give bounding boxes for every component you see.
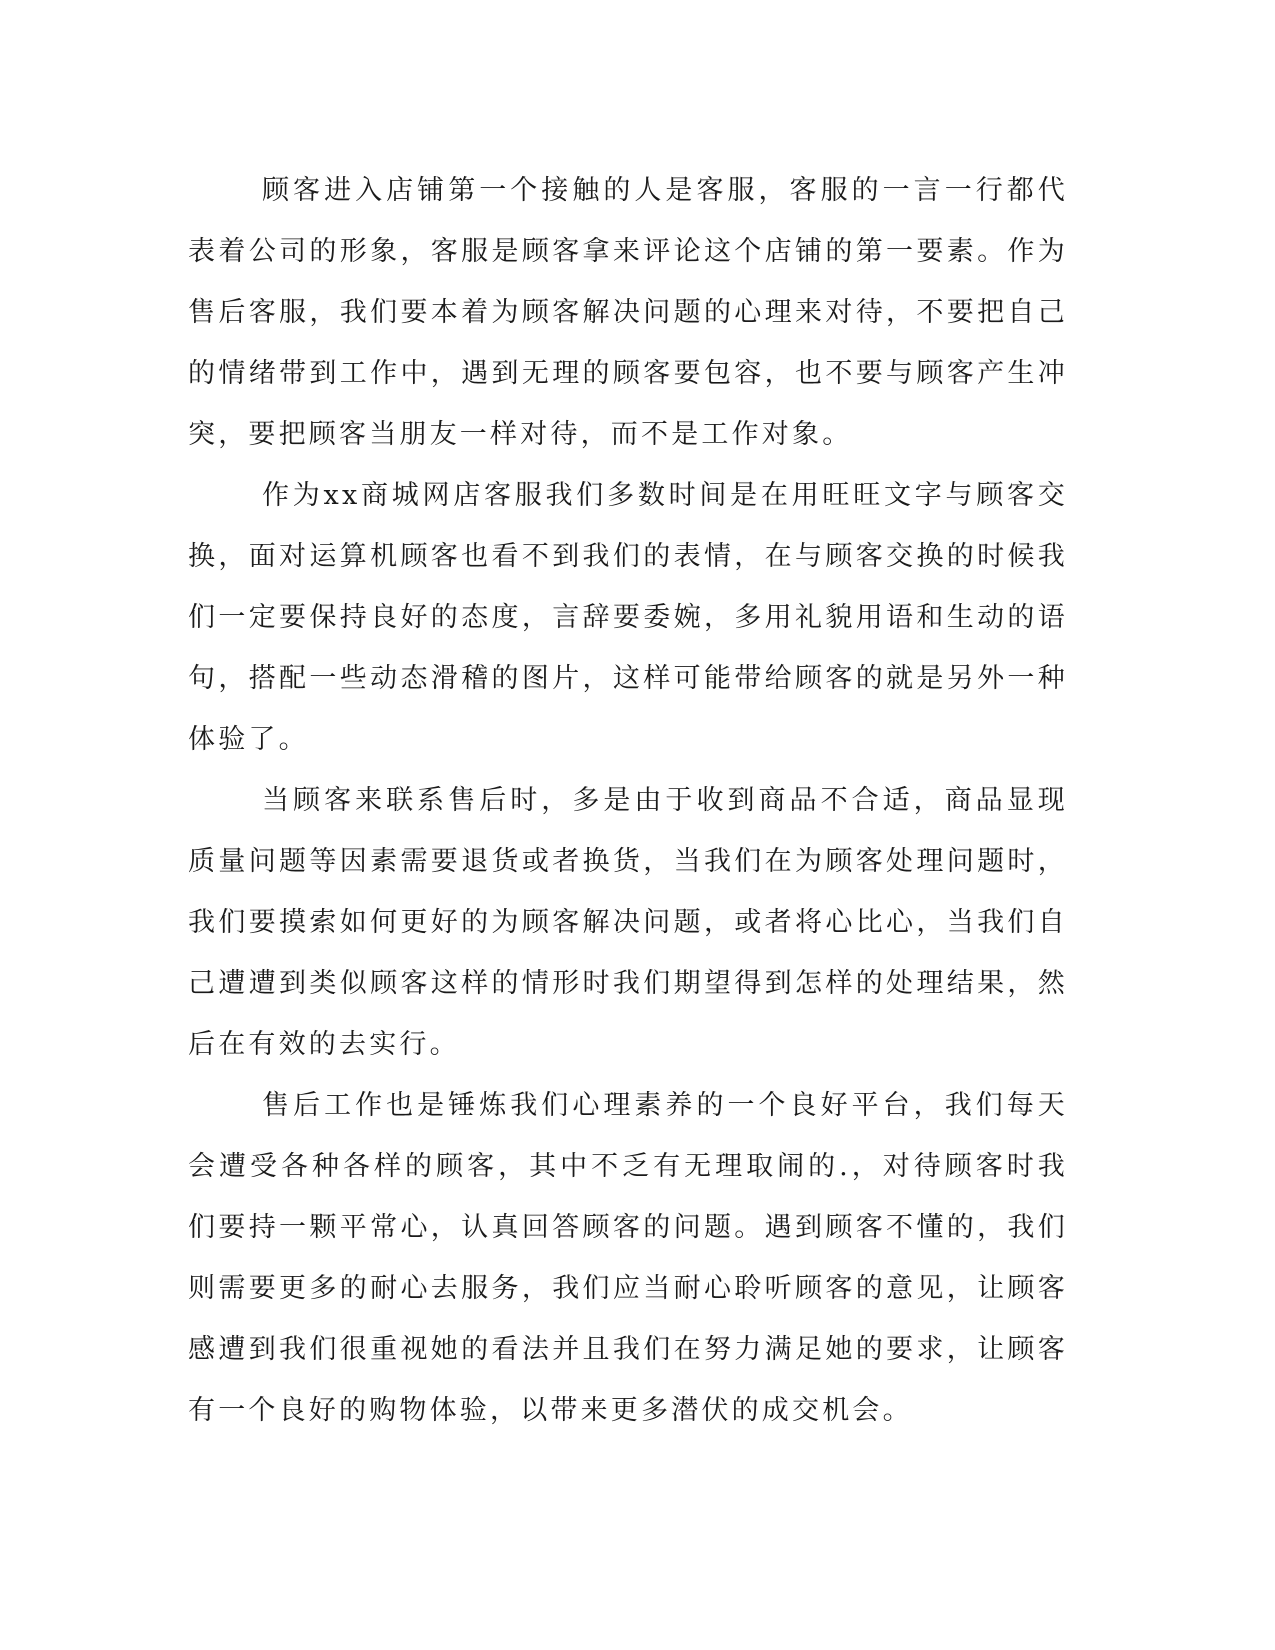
paragraph-1: 顾客进入店铺第一个接触的人是客服，客服的一言一行都代表着公司的形象，客服是顾客拿来评论这个店铺的第一要素。作为售后客服，我们要本着为顾客解决问题的心理来对待，不要把自己的情绪带到工作中，遇到无理的顾客要包容，也不要与顾客产生冲突，要把顾客当朋友一样对待，而不是工作对象。 <box>188 175 1068 450</box>
paragraph-3: 当顾客来联系售后时，多是由于收到商品不合适，商品显现质量问题等因素需要退货或者换货，当我们在为顾客处理问题时，我们要摸索如何更好的为顾客解决问题，或者将心比心，当我们自己遭遭到类似顾客这样的情形时我们期望得到怎样的处理结果，然后在有效的去实行。 <box>188 785 1068 1060</box>
paragraph-2: 作为xx商城网店客服我们多数时间是在用旺旺文字与顾客交换，面对运算机顾客也看不到我们的表情，在与顾客交换的时候我们一定要保持良好的态度，言辞要委婉，多用礼貌用语和生动的语句，搭配一些动态滑稽的图片，这样可能带给顾客的就是另外一种体验了。 <box>188 480 1068 755</box>
paragraph-4: 售后工作也是锤炼我们心理素养的一个良好平台，我们每天会遭受各种各样的顾客，其中不乏有无理取闹的.，对待顾客时我们要持一颗平常心，认真回答顾客的问题。遇到顾客不懂的，我们则需要更多的耐心去服务，我们应当耐心聆听顾客的意见，让顾客感遭到我们很重视她的看法并且我们在努力满足她的要求，让顾客有一个良好的购物体验，以带来更多潜伏的成交机会。 <box>188 1090 1068 1426</box>
document-body <box>188 160 1068 1441</box>
